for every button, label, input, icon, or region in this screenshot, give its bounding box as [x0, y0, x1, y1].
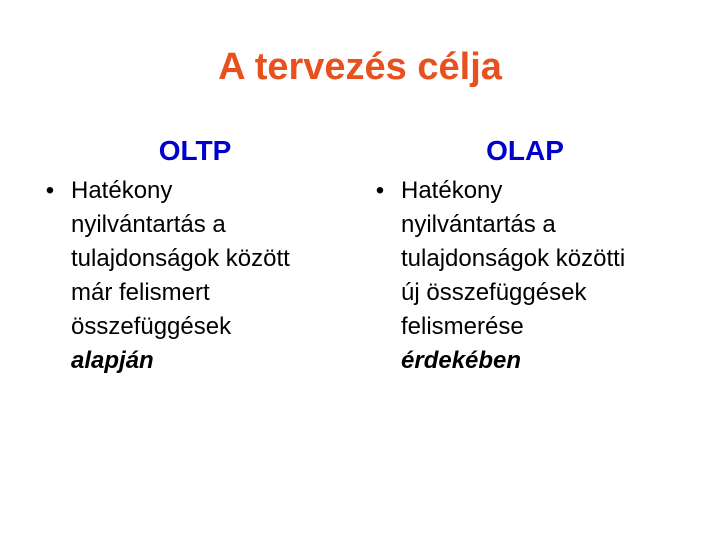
- oltp-bullet-line: összefüggések: [71, 313, 232, 340]
- oltp-bullet-line: Hatékony: [71, 177, 173, 204]
- olap-bullet-line: új összefüggések: [401, 279, 587, 306]
- column-heading-olap: OLAP: [486, 135, 564, 166]
- olap-bullet-list: [370, 174, 680, 378]
- olap-bullet-line: felismerése: [401, 313, 524, 340]
- olap-bullet-line: Hatékony: [401, 177, 503, 204]
- olap-bullet-emphasis: érdekében: [401, 347, 522, 374]
- bullet-icon: •: [375, 177, 385, 204]
- olap-bullet-line: tulajdonságok közötti: [401, 245, 626, 272]
- bullet-icon: •: [45, 177, 55, 204]
- oltp-bullet-line: már felismert: [71, 279, 210, 306]
- oltp-bullet-line: tulajdonságok között: [71, 245, 290, 272]
- oltp-bullet-item: [40, 174, 340, 378]
- oltp-bullet-line: nyilvántartás a: [71, 211, 226, 238]
- column-heading-oltp: OLTP: [158, 135, 232, 166]
- oltp-bullet-list: [40, 174, 340, 378]
- oltp-bullet-emphasis: alapján: [71, 347, 154, 374]
- slide-title: A tervezés célja: [218, 46, 502, 88]
- olap-bullet-line: nyilvántartás a: [401, 211, 556, 238]
- olap-bullet-item: [370, 174, 680, 378]
